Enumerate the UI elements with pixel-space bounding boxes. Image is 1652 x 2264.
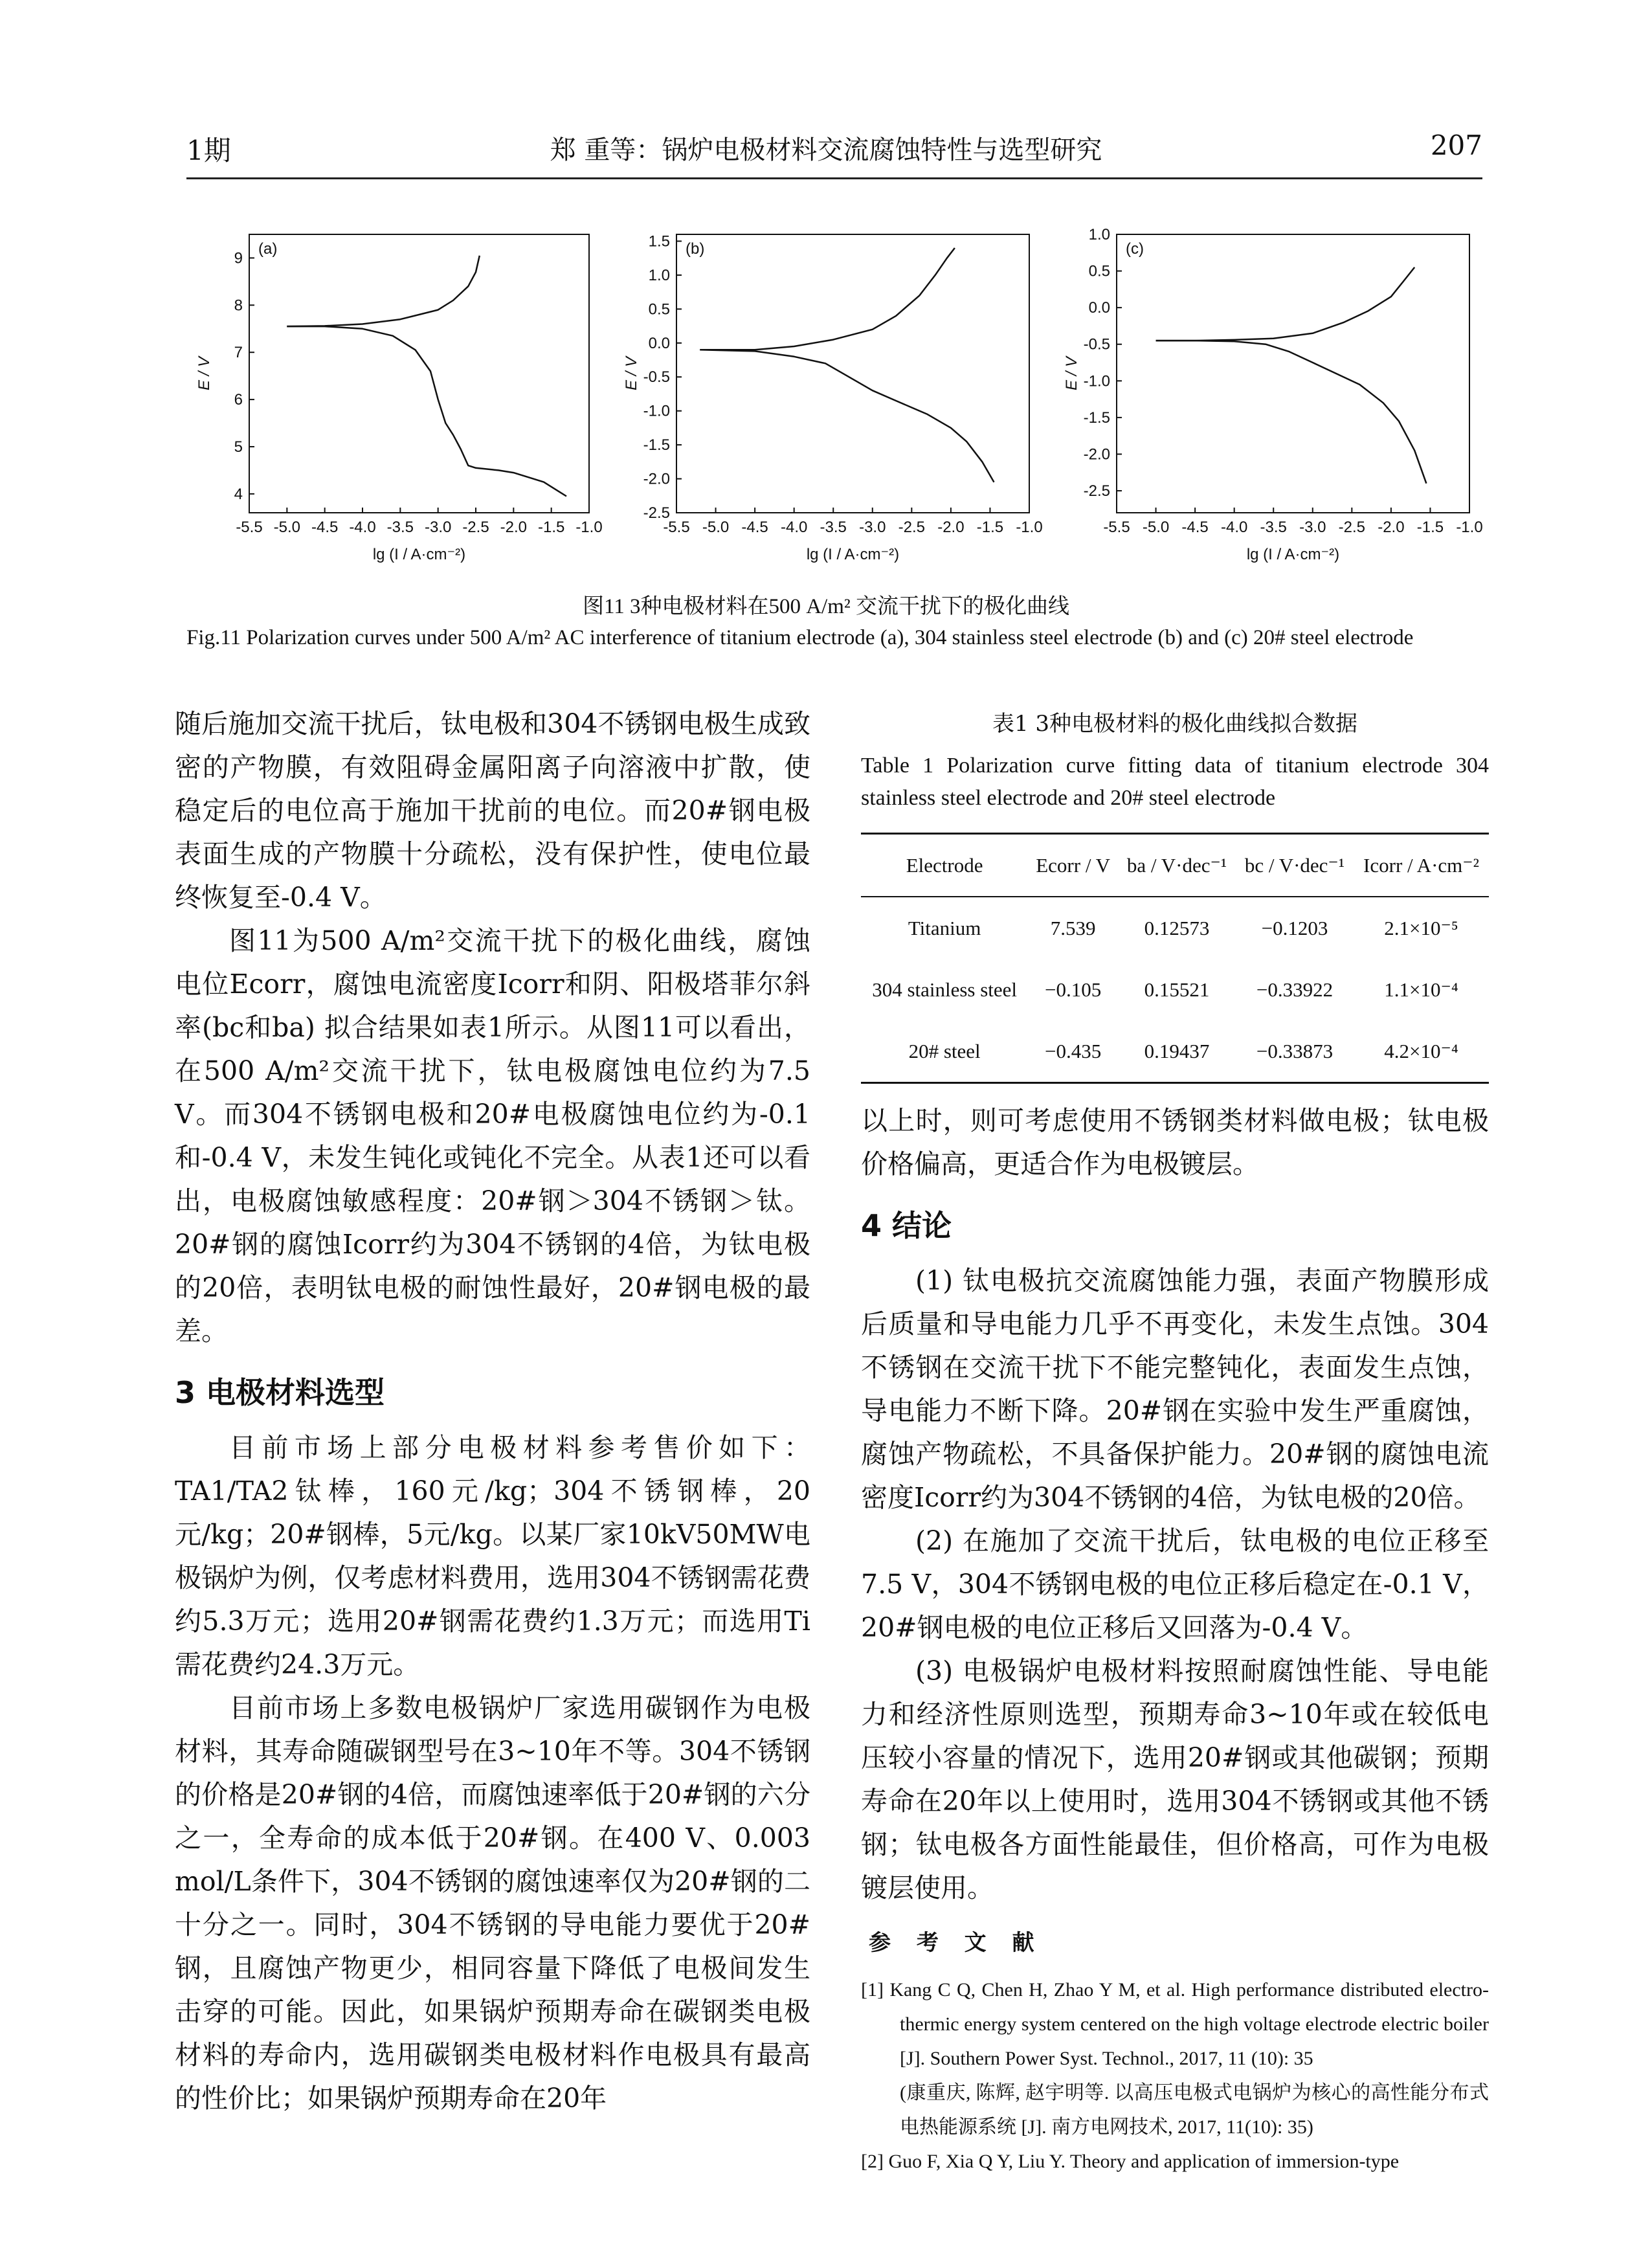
x-tick-label: -1.5 [1416, 519, 1444, 536]
table-title-en: Table 1 Polarization curve fitting data of titanium electrode 304 stainless steel electrode and 20# steel electrode [861, 754, 1489, 810]
series-line-cathodic [1156, 341, 1427, 484]
table-cell: 0.15521 [1144, 978, 1210, 1001]
reference-2: [2] Guo F, Xia Q Y, Liu Y. Theory and application of immersion-type [861, 2151, 1400, 2172]
y-tick-label: 0.0 [1088, 299, 1110, 317]
y-tick-label: 5 [234, 438, 243, 456]
x-tick-label: -4.0 [1220, 519, 1248, 536]
x-tick-label: -5.5 [1103, 519, 1130, 536]
y-tick-label: 1.0 [1088, 226, 1110, 243]
polarization-chart-c [1062, 214, 1502, 576]
conclusion-1: (1) 钛电极抗交流腐蚀能力强，表面产物膜形成后质量和导电能力几乎不再变化，未发生点蚀。304不锈钢在交流干扰下不能完整钝化，表面发生点蚀，导电能力不断下降。20#钢在实验中发生严重腐蚀，腐蚀产物疏松，不具备保护能力。20#钢的腐蚀电流密度Icorr约为304不锈钢的4倍，为钛电极的20倍。 [861, 1265, 1489, 1513]
x-tick-label: -1.0 [1016, 519, 1043, 536]
polarization-chart-a [194, 214, 621, 576]
plot-frame [1117, 234, 1469, 513]
x-tick-label: -4.0 [780, 519, 808, 536]
y-axis-label: E / V [1063, 356, 1080, 391]
table-header-cell: ba / V·dec⁻¹ [1118, 834, 1236, 897]
y-tick-label: -2.0 [643, 470, 670, 488]
fitting-data-table [861, 833, 1489, 1084]
table-row [861, 1020, 1489, 1083]
y-tick-label: -1.5 [643, 436, 670, 454]
x-tick-label: -1.5 [976, 519, 1004, 536]
x-tick-label: -1.0 [575, 519, 603, 536]
y-tick-label: -1.5 [1083, 409, 1110, 427]
y-tick-label: -0.5 [1083, 335, 1110, 353]
panel-label: (c) [1126, 240, 1144, 258]
x-axis-label: lg (I / A·cm⁻²) [806, 546, 900, 563]
table-cell: 4.2×10⁻⁴ [1354, 1020, 1489, 1083]
y-tick-label: -2.5 [1083, 482, 1110, 500]
journal-issue: 1期 [186, 135, 231, 166]
reference-1: [1] Kang C Q, Chen H, Zhao Y M, et al. High performance distributed electro-thermic energy system centered on the high voltage electrode electric boiler [J]. Southern Power Syst. Technol., 2017, 11 (10): 35 [861, 1979, 1489, 2069]
x-tick-label: -3.5 [386, 519, 414, 536]
conclusion-3: (3) 电极锅炉电极材料按照耐腐蚀性能、导电能力和经济性原则选型，预期寿命3~10年或在较低电压较小容量的情况下，选用20#钢或其他碳钢；预期寿命在20年以上使用时，选用304不锈钢或其他不锈钢；钛电极各方面性能最佳，但价格高，可作为电极镀层使用。 [861, 1655, 1489, 1903]
y-tick-label: 0.0 [648, 334, 670, 352]
x-tick-label: -3.5 [1260, 519, 1287, 536]
table-cell: 20# steel [861, 1020, 1028, 1083]
header-rule [186, 177, 1482, 179]
page-number: 207 [1430, 129, 1482, 161]
x-tick-label: -2.5 [898, 519, 926, 536]
panel-label: (a) [258, 240, 278, 258]
figure-caption-en: Fig.11 Polarization curves under 500 A/m² AC interference of titanium electrode (a), 304 stainless steel electrode (b) and (c) 20# steel electrode [186, 626, 1414, 649]
x-tick-label: -5.5 [663, 519, 690, 536]
table-cell: 0.12573 [1144, 917, 1210, 939]
x-tick-label: -1.0 [1456, 519, 1483, 536]
table-cell: −0.33922 [1256, 978, 1334, 1001]
y-tick-label: 7 [234, 344, 243, 362]
y-tick-label: 6 [234, 391, 243, 409]
table-header-cell: Electrode [861, 834, 1028, 897]
x-tick-label: -4.0 [349, 519, 376, 536]
table-title-zh: 表1 3种电极材料的极化曲线拟合数据 [992, 711, 1358, 737]
reference-1-zh: (康重庆, 陈辉, 赵宇明等. 以高压电极式电锅炉为核心的高性能分布式电热能源系统 [J]. 南方电网技术, 2017, 11(10): 35) [900, 2082, 1489, 2138]
left-column [175, 702, 810, 2120]
y-tick-label: 0.5 [648, 300, 670, 319]
conclusion-2: (2) 在施加了交流干扰后，钛电极的电位正移至7.5 V，304不锈钢电极的电位正移后稳定在-0.1 V，20#钢电极的电位正移后又回落为-0.4 V。 [861, 1525, 1489, 1643]
right-paragraph-1: 以上时，则可考虑使用不锈钢类材料做电极；钛电极价格偏高，更适合作为电极镀层。 [861, 1105, 1489, 1180]
references-title: 参 考 文 献 [869, 1930, 1044, 1956]
table-cell: 7.539 [1050, 917, 1096, 939]
panel-label: (b) [686, 240, 705, 258]
y-tick-label: -1.0 [1083, 372, 1110, 390]
table-row [861, 959, 1489, 1020]
table-cell: −0.1203 [1261, 917, 1328, 939]
y-tick-label: 1.0 [648, 266, 670, 284]
series-line-anodic [700, 248, 955, 350]
x-tick-label: -1.5 [537, 519, 565, 536]
y-tick-label: 4 [234, 485, 243, 503]
plot-frame [249, 234, 589, 513]
x-tick-label: -2.0 [500, 519, 528, 536]
table-header-cell: bc / V·dec⁻¹ [1236, 834, 1354, 897]
x-tick-label: -3.0 [424, 519, 452, 536]
y-tick-label: 8 [234, 297, 243, 315]
x-tick-label: -3.0 [1299, 519, 1326, 536]
table-cell: −0.33873 [1236, 1020, 1354, 1083]
x-axis-label: lg (I / A·cm⁻²) [372, 546, 466, 563]
table-cell: 0.19437 [1118, 1020, 1236, 1083]
x-tick-label: -5.0 [702, 519, 730, 536]
x-tick-label: -2.5 [1338, 519, 1366, 536]
series-line-cathodic [287, 326, 566, 496]
x-tick-label: -4.5 [741, 519, 768, 536]
x-tick-label: -2.0 [937, 519, 965, 536]
y-tick-label: 0.5 [1088, 262, 1110, 280]
right-column [861, 702, 1489, 2179]
table-cell: 2.1×10⁻⁵ [1384, 917, 1458, 939]
x-tick-label: -3.0 [859, 519, 886, 536]
polarization-chart-b [621, 214, 1062, 576]
series-line-cathodic [700, 350, 994, 482]
x-tick-label: -3.5 [820, 519, 847, 536]
y-tick-label: 1.5 [648, 232, 670, 251]
y-tick-label: 9 [234, 249, 243, 267]
y-tick-label: -0.5 [643, 368, 670, 387]
x-tick-label: -4.5 [311, 519, 339, 536]
table-cell: −0.435 [1028, 1020, 1118, 1083]
y-axis-label: E / V [195, 356, 213, 391]
x-tick-label: -5.0 [1142, 519, 1170, 536]
x-tick-label: -5.5 [236, 519, 263, 536]
table-cell: 1.1×10⁻⁴ [1384, 978, 1458, 1001]
figure-caption-zh: 图11 3种电极材料在500 A/m² 交流干扰下的极化曲线 [582, 595, 1070, 618]
running-title: 郑 重等：锅炉电极材料交流腐蚀特性与选型研究 [550, 135, 1102, 165]
left-paragraph-1: 随后施加交流干扰后，钛电极和304不锈钢电极生成致密的产物膜，有效阻碍金属阳离子向溶液中扩散，使稳定后的电位高于施加干扰前的电位。而20#钢电极表面生成的产物膜十分疏松，没有保护性，使电位最终恢复至-0.4 V。 [175, 708, 810, 913]
x-tick-label: -2.0 [1378, 519, 1405, 536]
y-tick-label: -2.0 [1083, 445, 1110, 464]
x-tick-label: -4.5 [1181, 519, 1209, 536]
left-paragraph-2: 图11为500 A/m²交流干扰下的极化曲线，腐蚀电位Ecorr，腐蚀电流密度Icorr和阴、阳极塔菲尔斜率(bc和ba) 拟合结果如表1所示。从图11可以看出，在500 A/m²交流干扰下，钛电极腐蚀电位约为7.5 V。而304不锈钢电极和20#电极腐蚀电位约为-0.1和-0.4 V，未发生钝化或钝化不完全。从表1还可以看出，电极腐蚀敏感程度：20#钢＞304不锈钢＞钛。20#钢的腐蚀Icorr约为304不锈钢的4倍，为钛电极的20倍，表明钛电极的耐蚀性最好，20#钢电极的最差。 [175, 925, 811, 1347]
table-cell: Titanium [908, 917, 981, 939]
section-4-title: 4 结论 [861, 1208, 952, 1243]
y-tick-label: -2.5 [643, 504, 670, 522]
y-axis-label: E / V [623, 356, 640, 391]
table-header-cell: Ecorr / V [1028, 834, 1118, 897]
series-line-anodic [287, 256, 480, 326]
left-paragraph-3: 目前市场上部分电极材料参考售价如下：TA1/TA2钛棒，160元/kg；304不锈钢棒，20元/kg；20#钢棒，5元/kg。以某厂家10kV50MW电极锅炉为例，仅考虑材料费用，选用304不锈钢需花费约5.3万元；选用20#钢需花费约1.3万元；而选用Ti需花费约24.3万元。 [175, 1432, 810, 1680]
plot-frame [676, 234, 1029, 513]
table-header-cell: Icorr / A·cm⁻² [1354, 834, 1489, 897]
section-3-title: 3 电极材料选型 [175, 1375, 385, 1410]
table-cell: 304 stainless steel [872, 978, 1018, 1001]
table-cell: −0.105 [1045, 978, 1102, 1001]
table-header-row [861, 834, 1489, 897]
y-tick-label: -1.0 [643, 402, 670, 420]
x-tick-label: -5.0 [273, 519, 301, 536]
left-paragraph-4: 目前市场上多数电极锅炉厂家选用碳钢作为电极材料，其寿命随碳钢型号在3~10年不等。304不锈钢的价格是20#钢的4倍，而腐蚀速率低于20#钢的六分之一，全寿命的成本低于20#钢。在400 V、0.003 mol/L条件下，304不锈钢的腐蚀速率仅为20#钢的二十分之一。同时，304不锈钢的导电能力要优于20#钢，且腐蚀产物更少，相同容量下降低了电极间发生击穿的可能。因此，如果锅炉预期寿命在碳钢类电极材料的寿命内，选用碳钢类电极材料作电极具有最高的性价比；如果锅炉预期寿命在20年 [175, 1692, 810, 2114]
series-line-anodic [1156, 267, 1415, 341]
x-tick-label: -2.5 [462, 519, 489, 536]
table-row [861, 897, 1489, 959]
x-axis-label: lg (I / A·cm⁻²) [1246, 546, 1340, 563]
